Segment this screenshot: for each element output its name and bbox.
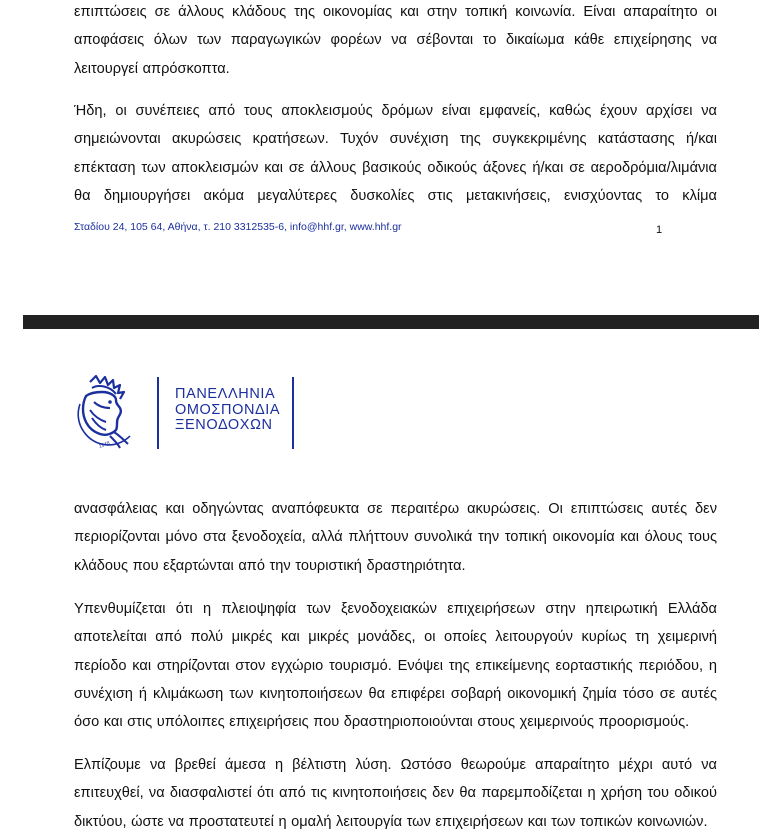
logo-line: ΠΑΝΕΛΛΗΝΙΑ [175,386,276,402]
hhf-logo [72,374,302,454]
document-page-1 [0,0,782,315]
hermes-head-icon [72,374,142,454]
logo-wordmark [175,387,280,434]
footer-contact: Σταδίου 24, 105 64, Αθήνα, τ. 210 3312535-6, info@hhf.gr, www.hhf.gr [74,221,402,233]
logo-divider [292,377,294,449]
paragraph: Ελπίζουμε να βρεθεί άμεσα η βέλτιστη λύση. Ωστόσο θεωρούμε απαραίτητο μέχρι αυτό να επιτευχθεί, να διασφαλιστεί ότι από τις κινητοποιήσεις δεν θα παρεμποδίζεται η χρήση του οδικού δικτύου, ώστε να προστατευτεί η ομαλή λειτουργία των επιχειρήσεων και των τοπικών κοινωνιών. [74,757,717,830]
logo-divider [157,377,159,449]
paragraph: επιπτώσεις σε άλλους κλάδους της οικονομίας και στην τοπική κοινωνία. Είναι απαραίτητο οι αποφάσεις όλων των παραγωγικών φορέων να σέβονται το δικαίωμα κάθε επιχείρησης να λειτουργεί απρόσκοπτα. [74,4,717,77]
paragraph: Υπενθυμίζεται ότι η πλειοψηφία των ξενοδοχειακών επιχειρήσεων στην ηπειρωτική Ελλάδα αποτελείται από πολύ μικρές και μικρές μονάδες, οι οποίες λειτουργούν κυρίως τη χειμερινή περίοδο και στηρίζονται στον εγχώριο τουρισμό. Ενόψει της επικείμενης εορταστικής περιόδου, η συνέχιση ή κλιμάκωση των κινητοποιήσεων θα επιφέρει σοβαρή οικονομική ζημία τόσο σε αυτές όσο και στις υπόλοιπες επιχειρήσεις που δραστηριοποιούνται στους χειμερινούς προορισμούς. [74,601,717,731]
document-page-2 [0,329,782,834]
page-separator [23,315,759,329]
page-number: 1 [656,224,663,236]
paragraph: ανασφάλειας και οδηγώντας αναπόφευκτα σε περαιτέρω ακυρώσεις. Οι επιπτώσεις αυτές δεν περιορίζονται μόνο στα ξενοδοχεία, αλλά πλήττουν συνολικά την τοπική οικονομία και όλους τους κλάδους που εξαρτώνται από την τουριστική δραστηριότητα. [74,501,717,574]
logo-line: ΟΜΟΣΠΟΝΔΙΑ [175,401,281,418]
logo-year: 1948 [98,440,111,450]
paragraph: Ήδη, οι συνέπειες από τους αποκλεισμούς δρόμων είναι εμφανείς, καθώς έχουν αρχίσει να σημειώνονται ακυρώσεις κρατήσεων. Τυχόν συνέχιση της συγκεκριμένης κατάστασης ή/και επέκταση των αποκλεισμών και σε άλλους βασικούς οδικούς άξονες ή/και σε αεροδρόμια/λιμάνια θα δημιουργήσει ακόμα μεγαλύτερες δυσκολίες στις μετακινήσεις, ενισχύοντας το κλίμα [74,103,717,204]
logo-line: ΞΕΝΟΔΟΧΩΝ [175,417,273,433]
